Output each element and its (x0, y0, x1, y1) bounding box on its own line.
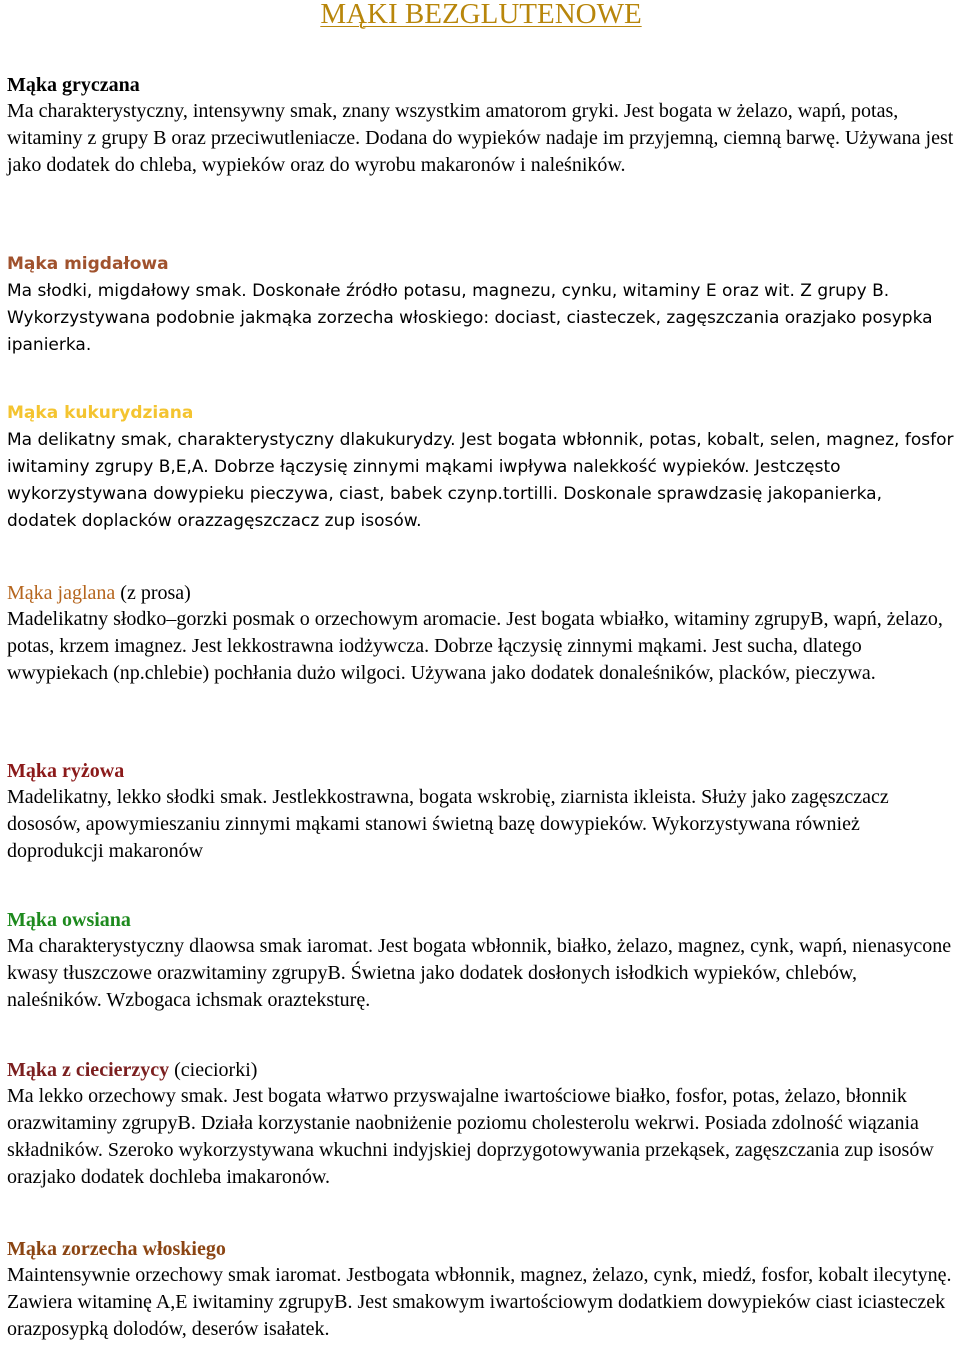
heading-kukurydziana: Mąka kukurydziana (7, 403, 194, 423)
page-title: MĄKI BEZGLUTENOWE (320, 0, 642, 30)
heading-gryczana: Mąka gryczana (7, 74, 140, 96)
heading-ciecierzyca-text: Mąka z ciecierzycy (7, 1059, 170, 1081)
body-kukurydziana: Ma delikatny smak, charakterystyczny dlakukurydzy. Jest bogata wbłonnik, potas, kobalt, selen, magnez, fosfor iwitaminy zgrupy B,E,A. Dobrze łączysię zinnymi mąkami iwpływa nalekkość wypieków. Jestczęsto wykorzystywana dowypieku pieczywa, ciast, babek czynp.tortilli. Doskonale sprawdzasię jakopanierka, dodatek doplacków orazzagęszczacz zup isosów. (7, 430, 954, 531)
body-migdalowa: Ma słodki, migdałowy smak. Doskonałe źródło potasu, magnezu, cynku, witaminy E oraz wit. Z grupy B. Wykorzystywana podobnie jakmąka zorzecha włoskiego: dociast, ciasteczek, zagęszczania orazjako posypka ipanierka. (7, 281, 933, 355)
heading-jaglana-text: Mąka jaglana (7, 582, 116, 604)
heading-ciecierzyca-suffix: (cieciorki) (169, 1059, 258, 1081)
section-migdalowa (7, 251, 955, 359)
heading-orzech: Mąka zorzecha włoskiego (7, 1238, 226, 1260)
heading-jaglana-suffix: (z prosa) (115, 582, 191, 604)
body-jaglana: Madelikatny słodko–gorzki posmak o orzechowym aromacie. Jest bogata wbiałko, witaminy zgrupyB, wapń, żelazo, potas, krzem imagnez. Jest lekkostrawna iodżywcza. Dobrze łączysię zinnymi mąkami. Jest sucha, dlatego wwypiekach (np.chlebie) pochłania dużo wilgoci. Używana jako dodatek donaleśników, placków, pieczywa. (7, 608, 943, 684)
section-ciecierzyca (7, 1057, 955, 1191)
heading-owsiana: Mąka owsiana (7, 909, 131, 931)
heading-jaglana (7, 580, 955, 606)
section-orzech (7, 1236, 955, 1343)
heading-ciecierzyca (7, 1057, 955, 1083)
body-orzech: Maintensywnie orzechowy smak iaromat. Jestbogata wbłonnik, magnez, żelazo, cynk, miedź, fosfor, kobalt ilecytynę. Zawiera witaminę A,E iwitaminy zgrupyB. Jest smakowym iwartościowym dodatkiem dowypieków ciast iciasteczek orazposypką dolodów, deserów isałatek. (7, 1264, 952, 1340)
body-ciecierzyca: Ma lekko orzechowy smak. Jest bogata właтwo przyswajalne iwartościowe białko, fosfor, potas, żelazo, błonnik orazwitaminy zgrupyB. Działa korzystanie naobniżenie poziomu cholesterolu wekrwi. Posiada zdolność wiązania składników. Szeroko wykorzystywana wkuchni indyjskiej doprzygotowywania przekąsek, zagęszczania zup isosów orazjako dodatek dochleba imakaronów. (7, 1085, 934, 1188)
document-page (7, 0, 955, 1340)
section-gryczana (7, 72, 955, 179)
section-kukurydziana (7, 400, 955, 535)
body-gryczana: Ma charakterystyczny, intensywny smak, znany wszystkim amatorom gryki. Jest bogata w żelazo, wapń, potas, witaminy z grupy B oraz przeciwutleniacze. Dodana do wypieków nadaje im przyjemną, ciemną barwę. Używana jest jako dodatek do chleba, wypieków oraz do wyrobu makaronów i naleśników. (7, 100, 954, 176)
heading-migdalowa: Mąka migdałowa (7, 254, 169, 274)
heading-ryzowa: Mąka ryżowa (7, 760, 125, 782)
section-ryzowa (7, 758, 955, 865)
body-ryzowa: Madelikatny, lekko słodki smak. Jestlekkostrawna, bogata wskrobię, ziarnista ikleista. Służy jako zagęszczacz dososów, apowymieszaniu zinnymi mąkami stanowi świetną bazę dowypieków. Wykorzystywana również doprodukcji makaronów (7, 786, 889, 862)
body-owsiana: Ma charakterystyczny dlaowsa smak iaromat. Jest bogata wbłonnik, białko, żelazo, magnez, cynk, wapń, nienasycone kwasy tłuszczowe orazwitaminy zgrupyB. Świetna jako dodatek dosłonych isłodkich wypieków, chlebów, naleśników. Wzbogaca ichsmak orazteksturę. (7, 935, 952, 1011)
section-owsiana (7, 907, 955, 1014)
section-jaglana (7, 580, 955, 687)
